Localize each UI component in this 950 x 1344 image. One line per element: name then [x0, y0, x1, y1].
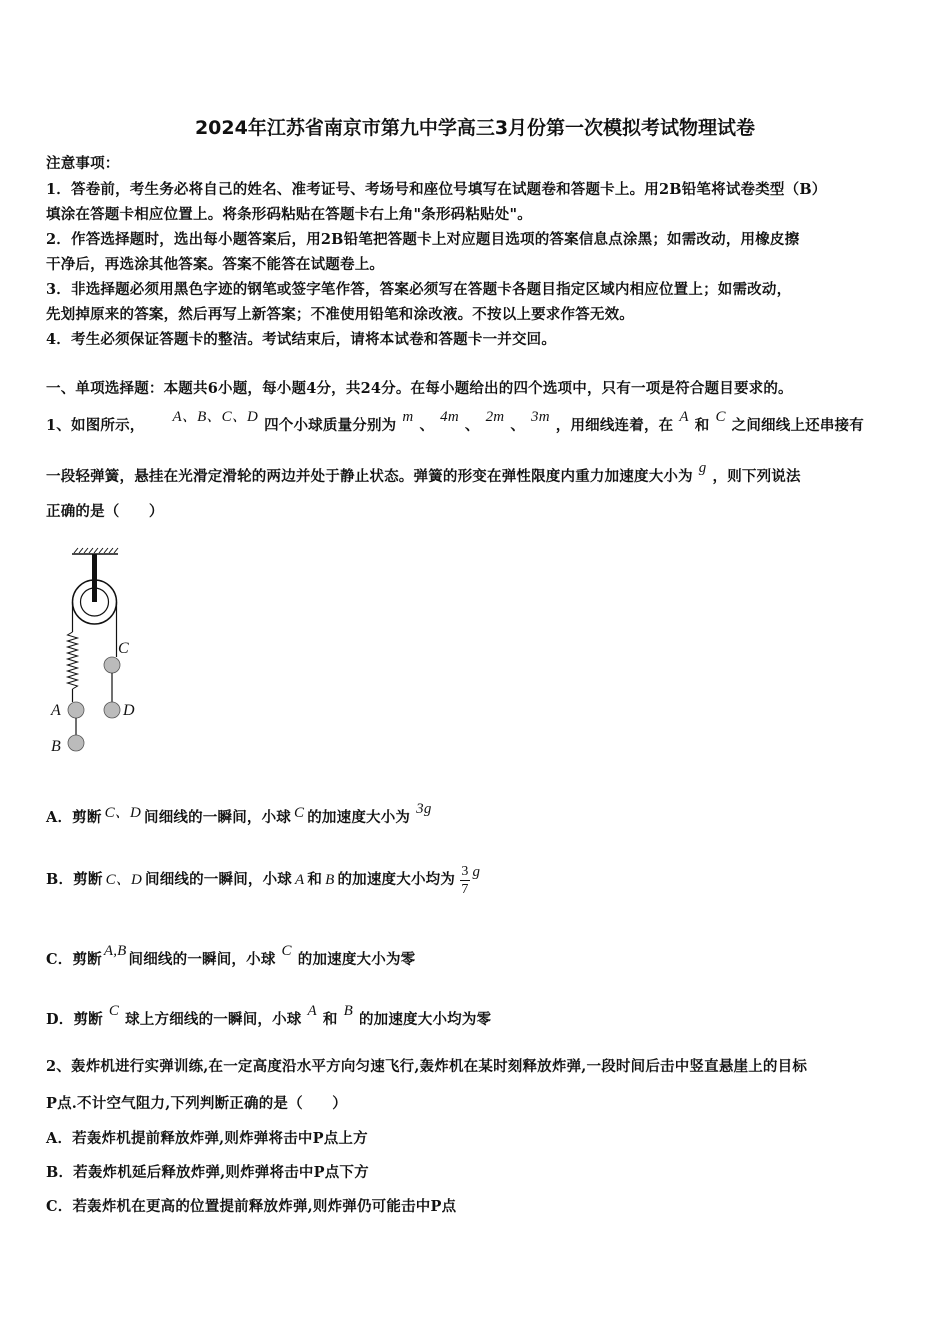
opt-a-value: 3g [416, 801, 432, 817]
page-title: 2024年江苏省南京市第九中学高三3月份第一次模拟考试物理试卷 [194, 117, 756, 139]
q1-mass-2: 4m [440, 409, 459, 425]
spring [68, 632, 78, 689]
label-b: B [51, 738, 61, 755]
opt-d-var: C [108, 1003, 120, 1019]
q1-stem-line3: 正确的是（ ） [46, 503, 164, 520]
q1-option-c [46, 943, 416, 969]
opt-d-post: 的加速度大小均为零 [358, 1011, 492, 1028]
opt-b-post: 的加速度大小均为 [337, 871, 456, 888]
fraction-3-7 [460, 863, 469, 898]
frac-den: 7 [461, 881, 469, 897]
q2-option-a: A．若轰炸机提前释放炸弹,则炸弹将击中P点上方 [46, 1130, 368, 1147]
q1-var-c: C [715, 409, 726, 425]
opt-d-prefix: D．剪断 [46, 1011, 103, 1028]
opt-a-mid: 间细线的一瞬间，小球 [144, 809, 291, 826]
opt-b-prefix: B．剪断 [46, 871, 103, 888]
notice-item-3: 3．非选择题必须用黑色字迹的钢笔或签字笔作答，答案必须写在答题卡各题目指定区域内相应位置上；如需改动， [46, 281, 792, 298]
opt-a-prefix: A．剪断 [46, 809, 102, 826]
opt-a-var: C、D [104, 805, 141, 821]
ceiling-hatch [74, 548, 118, 553]
ball-b [68, 735, 84, 751]
notice-item-1-cont: 填涂在答题卡相应位置上。将条形码粘贴在答题卡右上角"条形码粘贴处"。 [46, 206, 532, 223]
q1-var-g: g [698, 460, 707, 476]
notice-item-2-cont: 干净后，再选涂其他答案。答案不能答在试题卷上。 [46, 256, 385, 273]
opt-b-g: g [472, 864, 481, 880]
pulley-figure [40, 540, 160, 765]
opt-b-var: C、D [105, 872, 142, 888]
ball-d [104, 702, 120, 718]
opt-b-he: 和 [307, 871, 323, 888]
opt-a-var2: C [294, 805, 305, 821]
q1-sep: 、 [464, 417, 480, 434]
q1-sep: 、 [419, 417, 435, 434]
q1-text-1: 四个小球质量分别为 [264, 417, 397, 434]
opt-c-mid: 间细线的一瞬间，小球 [128, 951, 276, 968]
q1-option-d [46, 1003, 492, 1029]
q2-option-b: B．若轰炸机延后释放炸弹,则炸弹将击中P点下方 [46, 1164, 369, 1181]
notice-item-4: 4．考生必须保证答题卡的整洁。考试结束后，请将本试卷和答题卡一并交回。 [46, 331, 557, 348]
opt-d-var3: B [343, 1003, 353, 1019]
opt-b-mid: 间细线的一瞬间，小球 [145, 871, 292, 888]
opt-d-he: 和 [322, 1011, 338, 1028]
ball-c [104, 657, 120, 673]
q1-stem-line2 [46, 460, 801, 486]
notice-item-2: 2．作答选择题时，选出每小题答案后，用2B铅笔把答题卡上对应题目选项的答案信息点涂黑；如需改动，用橡皮擦 [46, 231, 800, 248]
q1-mass-3: 2m [485, 409, 505, 425]
q1-sep: 、 [510, 417, 526, 434]
opt-c-var: A,B [103, 943, 127, 959]
q1-text-5: ，则下列说法 [712, 468, 801, 485]
q2-stem-line2: P点.不计空气阻力,下列判断正确的是（ ） [46, 1095, 347, 1112]
section-heading: 一、单项选择题：本题共6小题，每小题4分，共24分。在每小题给出的四个选项中，只有一项是符合题目要求的。 [46, 380, 793, 397]
label-c: C [118, 640, 129, 657]
notice-item-1: 1．答卷前，考生务必将自己的姓名、准考证号、考场号和座位号填写在试题卷和答题卡上。用2B铅笔将试卷类型（B） [46, 181, 827, 198]
opt-d-var2: A [307, 1003, 317, 1019]
q1-stem-line1 [46, 409, 864, 435]
opt-b-var2: A [295, 872, 305, 888]
notice-item-3-cont: 先划掉原来的答案，然后再写上新答案；不准使用铅笔和涂改液。不按以上要求作答无效。 [46, 306, 634, 323]
q1-mass-1: m [402, 409, 414, 425]
q1-option-a [46, 801, 438, 827]
q1-mass-4: 3m [531, 409, 550, 425]
opt-a-post: 的加速度大小为 [307, 809, 411, 826]
q1-text-3: 之间细线上还串接有 [731, 417, 864, 434]
q1-lead: 1、如图所示， [46, 417, 145, 434]
q1-text-2: ，用细线连着，在 [555, 417, 674, 434]
frac-num: 3 [461, 863, 469, 879]
q1-var-a: A [679, 409, 689, 425]
opt-d-mid: 球上方细线的一瞬间，小球 [125, 1011, 302, 1028]
ball-a [68, 702, 84, 718]
label-a: A [51, 702, 61, 719]
opt-c-var2: C [281, 943, 292, 959]
q1-he: 和 [694, 417, 710, 434]
q1-text-4: 一段轻弹簧，悬挂在光滑定滑轮的两边并处于静止状态。弹簧的形变在弹性限度内重力加速度大小为 [46, 468, 693, 485]
q2-option-c: C．若轰炸机在更高的位置提前释放炸弹,则炸弹仍可能击中P点 [46, 1198, 457, 1215]
q2-stem-line1: 2、轰炸机进行实弹训练,在一定高度沿水平方向匀速飞行,轰炸机在某时刻释放炸弹,一段时间后击中竖直悬崖上的目标 [46, 1058, 808, 1075]
opt-b-var3: B [325, 872, 335, 888]
q1-balls: A、B、C、D [172, 409, 259, 425]
opt-c-prefix: C．剪断 [46, 951, 102, 968]
label-d: D [123, 702, 135, 719]
q1-option-b [46, 856, 483, 904]
notice-heading: 注意事项： [46, 155, 120, 172]
opt-c-post: 的加速度大小为零 [297, 951, 416, 968]
